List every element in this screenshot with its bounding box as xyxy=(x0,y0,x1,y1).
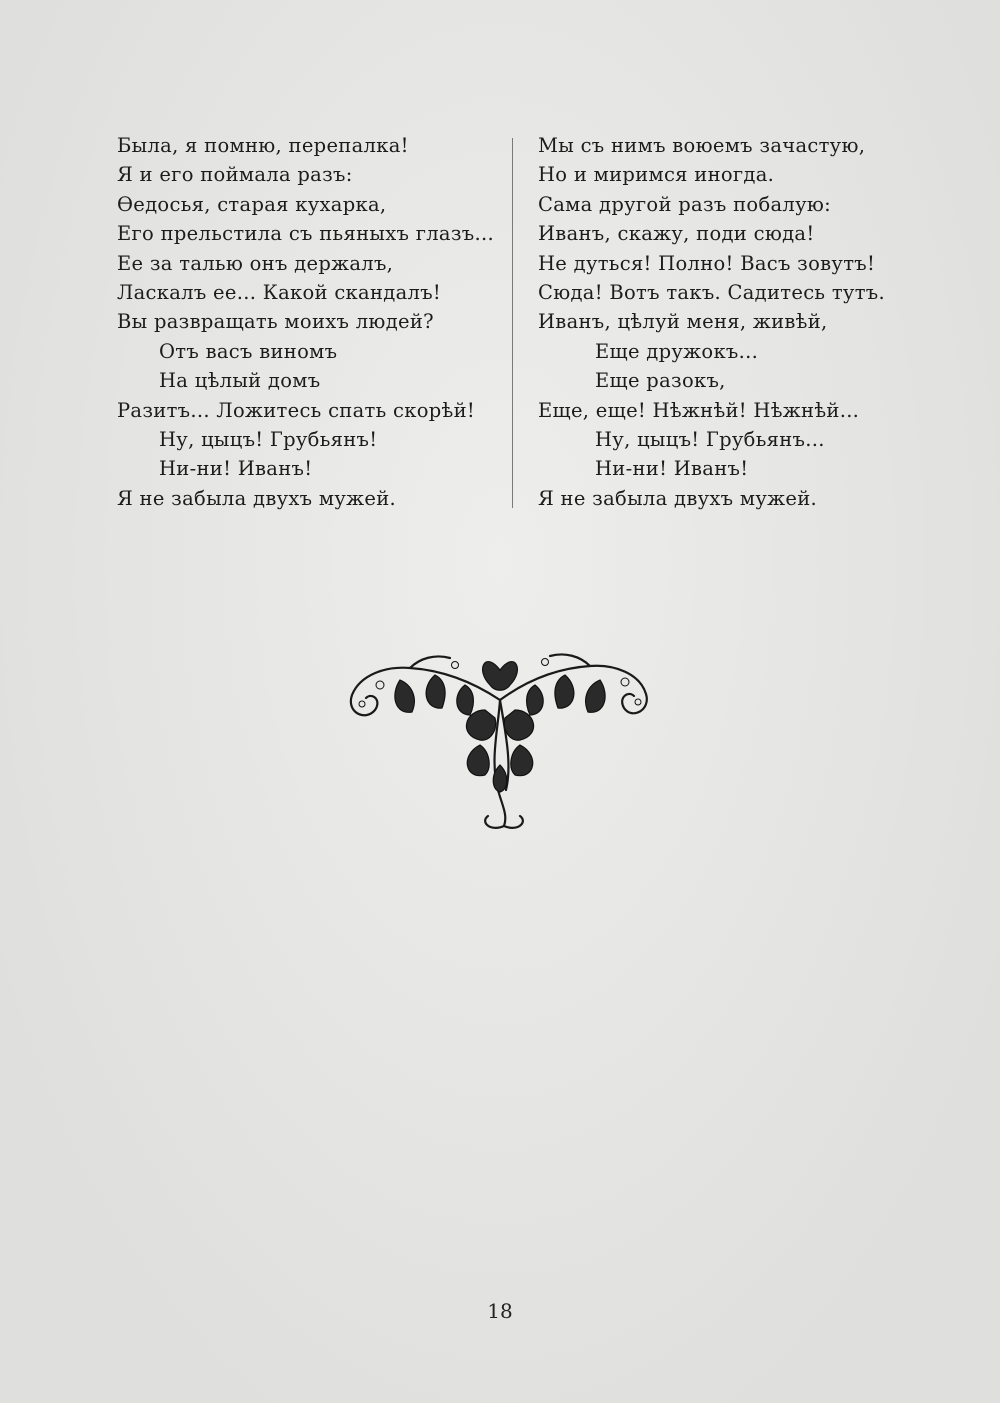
poem-line: Ни-ни! Иванъ! xyxy=(595,457,749,481)
poem-line: Его прельстила съ пьяныхъ глазъ... xyxy=(117,222,494,246)
poem-line: Ну, цыцъ! Грубьянъ... xyxy=(595,427,825,451)
poem-line: Еще, еще! Нѣжнѣй! Нѣжнѣй... xyxy=(538,398,860,422)
poem-line: Я не забыла двухъ мужей. xyxy=(538,486,817,510)
poem-line: Сама другой разъ побалую: xyxy=(538,192,832,216)
poem-line: Разитъ... Ложитесь спать скорѣй! xyxy=(117,398,476,422)
poem-line: Иванъ, скажу, поди сюда! xyxy=(538,222,815,246)
poem-line: Ни-ни! Иванъ! xyxy=(159,457,313,481)
poem-line: Иванъ, цѣлуй меня, живѣй, xyxy=(538,310,828,334)
poem-line: Ѳедосья, старая кухарка, xyxy=(117,192,387,216)
poem-line: Я и его поймала разъ: xyxy=(117,163,353,187)
poem-right-column xyxy=(538,131,938,513)
poem-line: Ну, цыцъ! Грубьянъ! xyxy=(159,427,378,451)
poem-line: Сюда! Вотъ такъ. Садитесь тутъ. xyxy=(538,280,885,304)
poem-line: Ласкалъ ее... Какой скандалъ! xyxy=(117,280,442,304)
poem-line: Не дуться! Полно! Васъ зовутъ! xyxy=(538,251,876,275)
page-number: 18 xyxy=(487,1299,513,1323)
poem-line: Отъ васъ виномъ xyxy=(159,339,338,363)
poem-line: Но и миримся иногда. xyxy=(538,163,775,187)
poem-line: Еще дружокъ... xyxy=(595,339,759,363)
column-divider xyxy=(512,138,513,508)
poem-line: Ее за талью онъ держалъ, xyxy=(117,251,394,275)
poem-line: Мы съ нимъ воюемъ зачастую, xyxy=(538,134,866,157)
poem-line: Была, я помню, перепалка! xyxy=(117,134,409,157)
poem-line: На цѣлый домъ xyxy=(159,369,321,393)
poem-line: Я не забыла двухъ мужей. xyxy=(117,486,396,510)
poem-line: Еще разокъ, xyxy=(595,369,726,393)
floral-vignette-icon xyxy=(340,640,660,835)
poem-line: Вы развращать моихъ людей? xyxy=(117,310,434,334)
poem-left-column xyxy=(117,131,497,513)
